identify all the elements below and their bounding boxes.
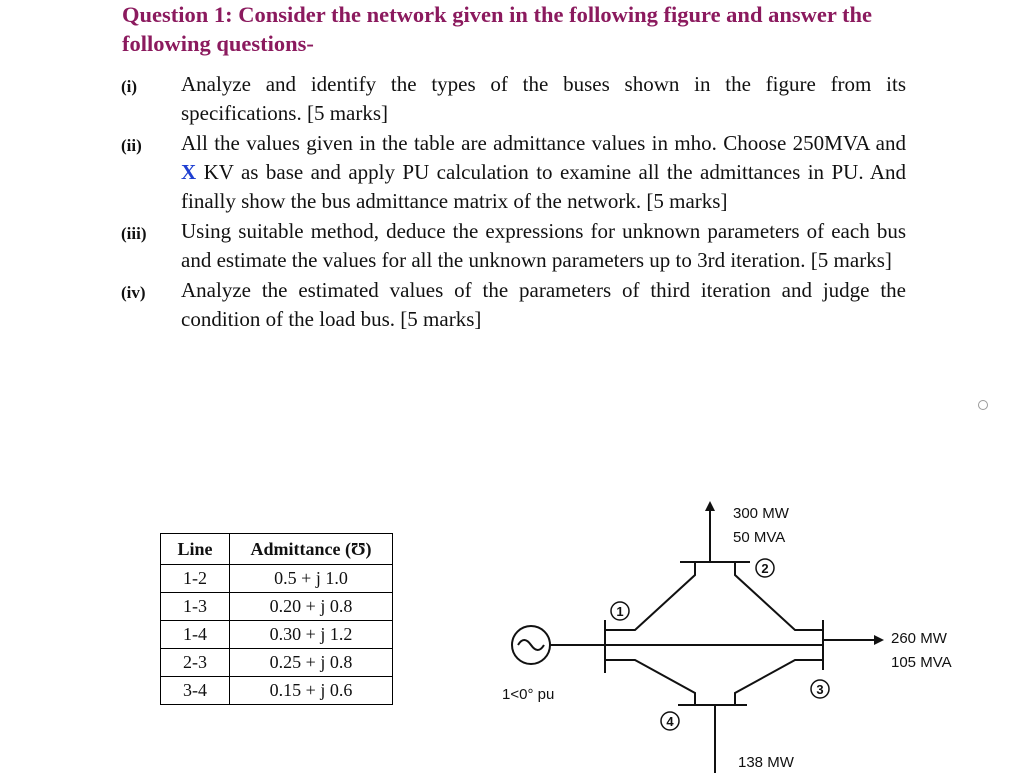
column-header-admittance: Admittance (Ʊ) bbox=[230, 534, 393, 565]
question-list bbox=[121, 70, 906, 335]
question-number: (iii) bbox=[121, 224, 147, 243]
admittance-cell: 0.15 + j 0.6 bbox=[230, 677, 393, 705]
admittance-cell: 0.25 + j 0.8 bbox=[230, 649, 393, 677]
admittance-cell: 0.20 + j 0.8 bbox=[230, 593, 393, 621]
line-cell: 2-3 bbox=[161, 649, 230, 677]
arrow-right-icon bbox=[874, 635, 884, 645]
table-row bbox=[161, 593, 393, 621]
line-1-4 bbox=[605, 660, 695, 705]
line-cell: 1-2 bbox=[161, 565, 230, 593]
question-text: Analyze the estimated values of the parameters of third iteration and judge the condition of the load bus. [5 marks] bbox=[181, 278, 906, 331]
table-row bbox=[161, 565, 393, 593]
bus1-label bbox=[611, 602, 629, 620]
bus4-real-power: 138 MW bbox=[738, 754, 794, 771]
question-number: (ii) bbox=[121, 136, 142, 155]
question-item bbox=[121, 129, 906, 216]
svg-text:3: 3 bbox=[816, 682, 824, 697]
line-cell: 1-4 bbox=[161, 621, 230, 649]
line-cell: 3-4 bbox=[161, 677, 230, 705]
bus3-reactive-power: 105 MVA bbox=[891, 654, 952, 671]
line-3-4 bbox=[735, 660, 823, 705]
arrow-up-icon bbox=[705, 501, 715, 511]
question-text-cont: KV as base and apply PU calculation to examine all the admittances in PU. And finally show the bus admittance matrix of the network. [5 marks] bbox=[181, 160, 906, 213]
bus2-label bbox=[756, 559, 774, 577]
question-text: Analyze and identify the types of the buses shown in the figure from its specifications. [5 marks] bbox=[181, 72, 906, 125]
svg-text:2: 2 bbox=[761, 561, 769, 576]
network-diagram bbox=[490, 495, 970, 775]
table-row bbox=[161, 649, 393, 677]
question-number: (i) bbox=[121, 77, 138, 96]
line-cell: 1-3 bbox=[161, 593, 230, 621]
svg-text:1: 1 bbox=[616, 604, 624, 619]
question-text: All the values given in the table are admittance values in mho. Choose 250MVA and bbox=[181, 131, 906, 155]
question-item bbox=[121, 70, 906, 128]
question-item bbox=[121, 276, 906, 334]
svg-text:4: 4 bbox=[666, 714, 674, 729]
generator-voltage: 1<0° pu bbox=[502, 686, 555, 703]
bus2-real-power: 300 MW bbox=[733, 505, 789, 522]
table-row bbox=[161, 677, 393, 705]
table-header-row bbox=[161, 534, 393, 565]
radio-button[interactable] bbox=[978, 400, 988, 410]
admittance-cell: 0.30 + j 1.2 bbox=[230, 621, 393, 649]
bus4-label bbox=[661, 712, 679, 730]
question-text: Using suitable method, deduce the expressions for unknown parameters of each bus and estimate the values for all the unknown parameters up to 3rd iteration. [5 marks] bbox=[181, 219, 906, 272]
sine-icon bbox=[518, 640, 544, 650]
highlight-variable: X bbox=[181, 160, 197, 184]
column-header-line: Line bbox=[161, 534, 230, 565]
bus3-real-power: 260 MW bbox=[891, 630, 947, 647]
question-item bbox=[121, 217, 906, 275]
bus2-reactive-power: 50 MVA bbox=[733, 529, 786, 546]
bus3-label bbox=[811, 680, 829, 698]
question-number: (iv) bbox=[121, 283, 146, 302]
table-row bbox=[161, 621, 393, 649]
admittance-table bbox=[160, 533, 393, 705]
question-title: Question 1: Consider the network given in the following figure and answer the following questions- bbox=[122, 2, 873, 56]
line-2-3 bbox=[735, 562, 823, 630]
admittance-cell: 0.5 + j 1.0 bbox=[230, 565, 393, 593]
